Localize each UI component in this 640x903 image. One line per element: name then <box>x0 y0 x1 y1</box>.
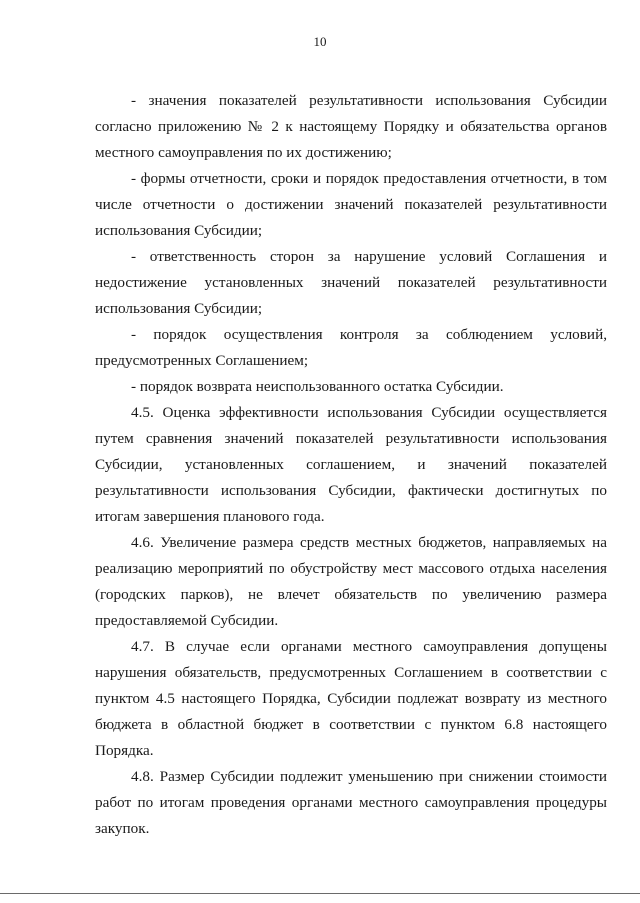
paragraph-responsibility: - ответственность сторон за нарушение условий Соглашения и недостижение установленных значений показателей результативности использования Субсидии; <box>95 248 607 317</box>
paragraph-return-procedure: - порядок возврата неиспользованного остатка Субсидии. <box>131 378 504 395</box>
paragraph-control-procedure: - порядок осуществления контроля за соблюдением условий, предусмотренных Соглашением; <box>95 326 607 369</box>
bottom-scan-edge <box>0 893 640 894</box>
page-number: 10 <box>313 34 327 49</box>
paragraph-reporting-forms: - формы отчетности, сроки и порядок предоставления отчетности, в том числе отчетности о достижении значений показателей результативности использования Субсидии; <box>95 170 607 239</box>
paragraph-indicator-values: - значения показателей результативности использования Субсидии согласно приложению № 2 к настоящему Порядку и обязательства органов местного самоуправления по их достижению; <box>95 92 607 161</box>
document-body <box>95 88 607 842</box>
paragraph-4-6: 4.6. Увеличение размера средств местных бюджетов, направляемых на реализацию мероприятий по обустройству мест массового отдыха населения (городских парков), не влечет обязательств по увеличению размера предоставляемой Субсидии. <box>95 534 607 629</box>
paragraph-4-5: 4.5. Оценка эффективности использования Субсидии осуществляется путем сравнения значений показателей результативности использования Субсидии, установленных соглашением, и значений показателей результативности использования Субсидии, фактически достигнутых по итогам завершения планового года. <box>95 404 607 525</box>
paragraph-4-7: 4.7. В случае если органами местного самоуправления допущены нарушения обязательств, предусмотренных Соглашением в соответствии с пунктом 4.5 настоящего Порядка, Субсидии подлежат возврату из местного бюджета в областной бюджет в соответствии с пунктом 6.8 настоящего Порядка. <box>95 638 607 759</box>
paragraph-4-8: 4.8. Размер Субсидии подлежит уменьшению при снижении стоимости работ по итогам проведения органами местного самоуправления процедуры закупок. <box>95 768 607 837</box>
